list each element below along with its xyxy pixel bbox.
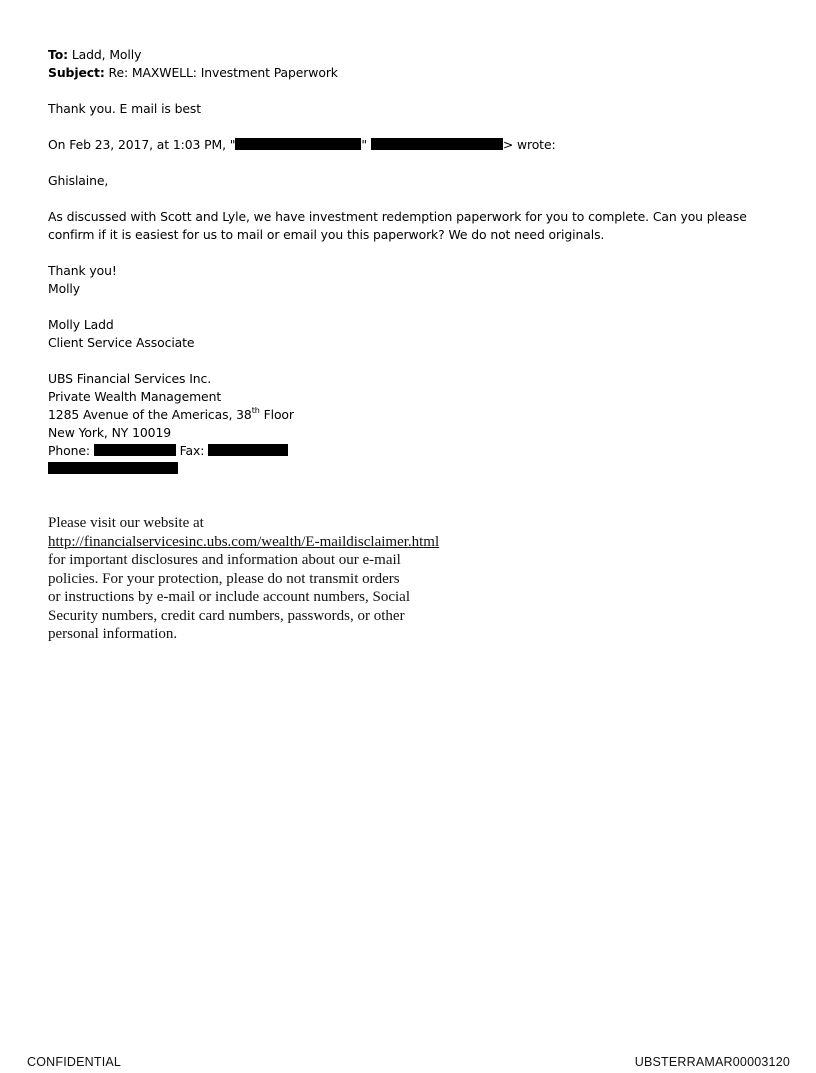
disclaimer-line: Please visit our website at [48,515,204,531]
subject-line [48,64,788,82]
message-body: As discussed with Scott and Lyle, we have investment redemption paperwork for you to complete. Can you please confirm if it is easiest for us to mail or email you this paperwork? We do not need originals. [48,209,747,242]
disclaimer-link[interactable]: http://financialservicesinc.ubs.com/wealth/E-maildisclaimer.html [48,533,440,550]
redaction-box [94,444,176,456]
signature-division: Private Wealth Management [48,389,222,404]
subject-value: Re: MAXWELL: Investment Paperwork [108,65,338,80]
signature-company: UBS Financial Services Inc. [48,371,212,386]
disclaimer-line: or instructions by e-mail or include account numbers, Social [48,589,410,605]
attribution-mid: " [361,137,371,152]
confidential-label: CONFIDENTIAL [27,1055,122,1069]
greeting: Ghislaine, [48,173,109,188]
disclaimer-line: Security numbers, credit card numbers, passwords, or other [48,607,405,624]
signature-title: Client Service Associate [48,335,195,350]
address-ordinal: th [251,406,260,415]
phone-label: Phone: [48,443,90,458]
disclaimer-line: for important disclosures and information about our e-mail [48,552,401,568]
reply-text: Thank you. E mail is best [48,101,202,116]
address-main: 1285 Avenue of the Americas, 38 [48,407,252,422]
redaction-box [48,462,178,474]
subject-label: Subject: [48,65,105,80]
address-floor: Floor [259,407,294,422]
email-disclaimer [48,514,488,644]
disclaimer-line: personal information. [48,626,178,642]
redaction-box [208,444,288,456]
closing-name: Molly [48,281,80,296]
closing-line: Thank you! [48,263,117,278]
signature-city: New York, NY 10019 [48,425,172,440]
bates-number: UBSTERRAMAR00003120 [634,1055,790,1069]
redaction-box [371,138,503,150]
signature-contact [48,442,788,460]
email-content [48,46,788,478]
quoted-attribution [48,136,788,154]
to-value: Ladd, Molly [71,47,142,62]
disclaimer-line: policies. For your protection, please do not transmit orders [48,570,400,587]
fax-label: Fax: [179,443,205,458]
attribution-prefix: On Feb 23, 2017, at 1:03 PM, " [48,137,236,152]
signature-email-line [48,460,788,478]
redaction-box [235,138,361,150]
signature-address [48,406,788,424]
attribution-suffix: > wrote: [502,137,556,152]
to-label: To: [48,47,68,62]
signature-name: Molly Ladd [48,317,114,332]
to-line [48,46,788,64]
